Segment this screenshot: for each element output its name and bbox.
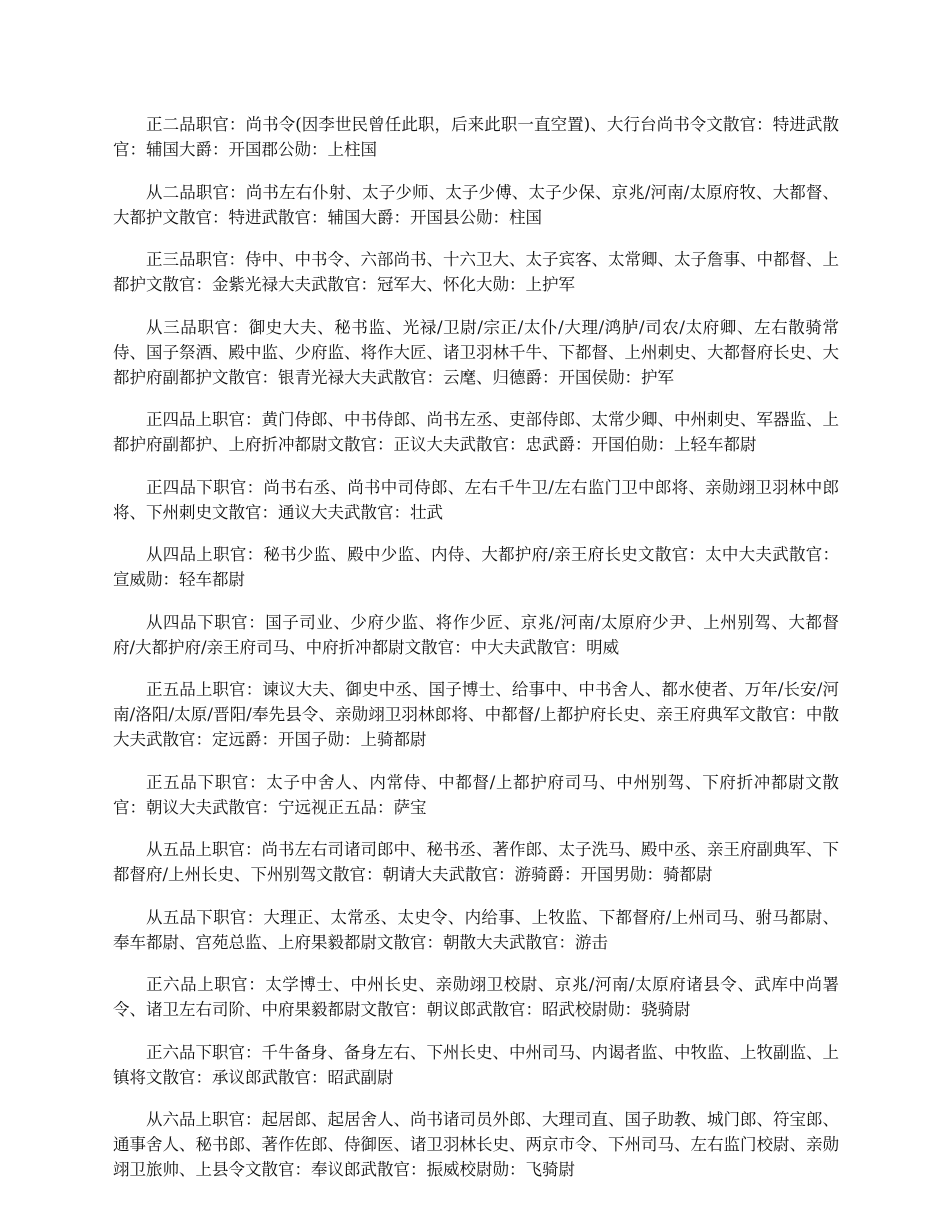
paragraph-rank-4b-lower: 从四品下职官：国子司业、少府少监、将作少匠、京兆/河南/太原府少尹、上州别驾、大都督府/大都护府/亲王府司马、中府折冲都尉文散官：中大夫武散官：明威 (113, 612, 839, 657)
paragraph-rank-6a-lower: 正六品下职官：千牛备身、备身左右、下州长史、中州司马、内谒者监、中牧监、上牧副监、上镇将文散官：承议郎武散官：昭武副尉 (113, 1042, 839, 1087)
paragraph-rank-4a-upper: 正四品上职官：黄门侍郎、中书侍郎、尚书左丞、吏部侍郎、太常少卿、中州刺史、军器监、上都护府副都护、上府折冲都尉文散官：正议大夫武散官：忠武爵：开国伯勋：上轻车都尉 (113, 410, 839, 454)
paragraph-rank-6a-upper: 正六品上职官：太学博士、中州长史、亲勋翊卫校尉、京兆/河南/太原府诸县令、武库中尚署令、诸卫左右司阶、中府果毅都尉文散官：朝议郎武散官：昭武校尉勋：骁骑尉 (113, 975, 839, 1019)
paragraph-rank-5a-upper: 正五品上职官：谏议大夫、御史中丞、国子博士、给事中、中书舍人、都水使者、万年/长安/河南/洛阳/太原/晋阳/奉先县令、亲勋翊卫羽林郎将、中都督/上都护府长史、亲王府典军文散官：中散大夫武散官：定远爵：开国子勋：上骑都尉 (113, 680, 839, 749)
paragraph-rank-4a-lower: 正四品下职官：尚书右丞、尚书中司侍郎、左右千牛卫/左右监门卫中郎将、亲勋翊卫羽林中郎将、下州刺史文散官：通议大夫武散官：壮武 (113, 477, 839, 522)
paragraph-rank-2b: 从二品职官：尚书左右仆射、太子少师、太子少傅、太子少保、京兆/河南/太原府牧、大都督、大都护文散官：特进武散官：辅国大爵：开国县公勋：柱国 (113, 182, 839, 227)
paragraph-rank-5b-upper: 从五品上职官：尚书左右司诸司郎中、秘书丞、著作郎、太子洗马、殿中丞、亲王府副典军、下都督府/上州长史、下州别驾文散官：朝请大夫武散官：游骑爵：开国男勋：骑都尉 (113, 840, 839, 884)
paragraph-rank-3b: 从三品职官：御史大夫、秘书监、光禄/卫尉/宗正/太仆/大理/鸿胪/司农/太府卿、左右散骑常侍、国子祭酒、殿中监、少府监、将作大匠、诸卫羽林千牛、下都督、上州刺史、大都督府长史、大都护府副都护文散官：银青光禄大夫武散官：云麾、归德爵：开国侯勋：护军 (113, 317, 839, 387)
paragraph-rank-2a: 正二品职官：尚书令(因李世民曾任此职，后来此职一直空置)、大行台尚书令文散官：特进武散官：辅国大爵：开国郡公勋：上柱国 (113, 115, 839, 159)
document-page (113, 112, 839, 1200)
paragraph-rank-6b-upper: 从六品上职官：起居郎、起居舍人、尚书诸司员外郎、大理司直、国子助教、城门郎、符宝郎、通事舍人、秘书郎、著作佐郎、侍御医、诸卫羽林长史、两京市令、下州司马、左右监门校尉、亲勋翊卫旅帅、上县令文散官：奉议郎武散官：振威校尉勋：飞骑尉 (113, 1110, 839, 1179)
paragraph-rank-5a-lower: 正五品下职官：太子中舍人、内常侍、中都督/上都护府司马、中州别驾、下府折冲都尉文散官：朝议大夫武散官：宁远视正五品：萨宝 (113, 772, 839, 817)
paragraph-rank-5b-lower: 从五品下职官：大理正、太常丞、太史令、内给事、上牧监、下都督府/上州司马、驸马都尉、奉车都尉、宫苑总监、上府果毅都尉文散官：朝散大夫武散官：游击 (113, 907, 839, 952)
paragraph-rank-3a: 正三品职官：侍中、中书令、六部尚书、十六卫大、太子宾客、太常卿、太子詹事、中都督、上都护文散官：金紫光禄大夫武散官：冠军大、怀化大勋：上护军 (113, 250, 839, 294)
paragraph-rank-4b-upper: 从四品上职官：秘书少监、殿中少监、内侍、大都护府/亲王府长史文散官：太中大夫武散官：宣威勋：轻车都尉 (113, 545, 839, 589)
